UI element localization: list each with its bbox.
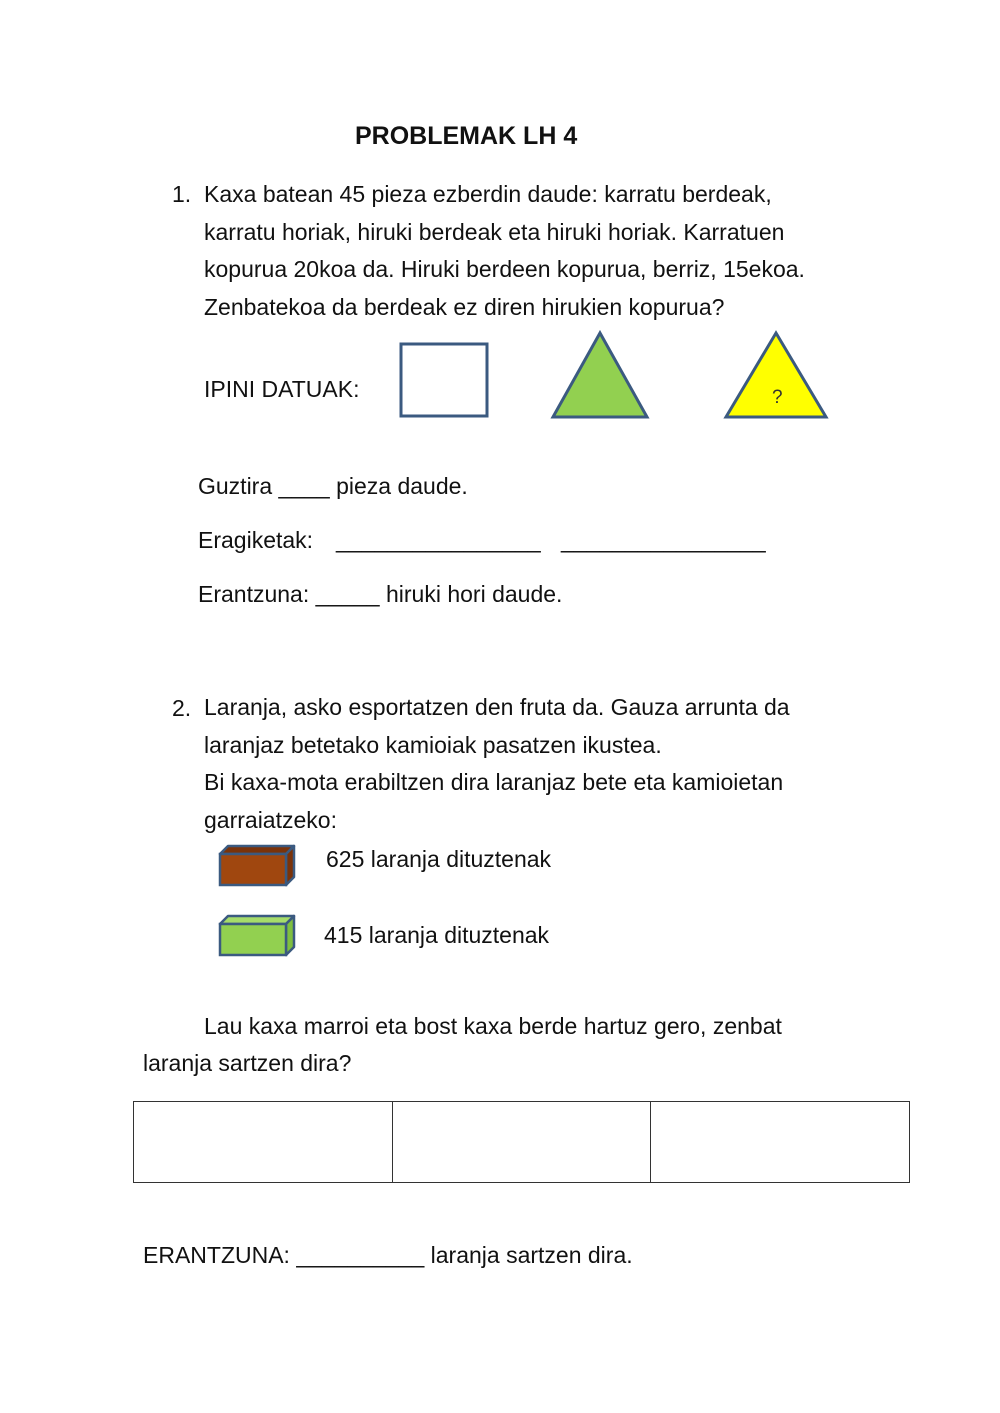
- operation-blank-2: ________________: [561, 527, 766, 553]
- problem-1-line: kopurua 20koa da. Hiruki berdeen kopurua, berriz, 15ekoa.: [204, 256, 805, 283]
- green-box-label: 415 laranja dituztenak: [324, 922, 550, 948]
- question-mark: ?: [772, 387, 783, 408]
- operation-blank-1: ________________: [336, 527, 541, 553]
- page-title: PROBLEMAK LH 4: [355, 122, 578, 150]
- problem-2-line: Laranja, asko esportatzen den fruta da. Gauza arrunta da: [204, 694, 790, 720]
- total-line: Guztira ____ pieza daude.: [198, 473, 468, 499]
- table-cell[interactable]: [134, 1102, 393, 1183]
- problem-1-text: [204, 176, 805, 326]
- table-cell[interactable]: [651, 1102, 910, 1183]
- table-cell[interactable]: [392, 1102, 651, 1183]
- question-line-1: Lau kaxa marroi eta bost kaxa berde hartuz gero, zenbat: [204, 1013, 782, 1039]
- brown-box-icon: [216, 843, 298, 889]
- data-label: IPINI DATUAK:: [204, 376, 360, 402]
- problem-2-line: laranjaz betetako kamioiak pasatzen ikustea.: [204, 731, 662, 758]
- problem-1-line: Zenbatekoa da berdeak ez diren hirukien kopurua?: [204, 293, 725, 320]
- yellow-triangle-shape: [722, 329, 830, 421]
- green-box-icon: [216, 913, 298, 959]
- brown-box-label: 625 laranja dituztenak: [326, 846, 552, 872]
- operations-label: Eragiketak:: [198, 527, 314, 553]
- question-line-2: laranja sartzen dira?: [143, 1050, 352, 1076]
- problem-1-number: 1.: [172, 181, 192, 207]
- answer-line-2: ERANTZUNA: __________ laranja sartzen dira.: [143, 1242, 633, 1268]
- answer-line-1: Erantzuna: _____ hiruki hori daude.: [198, 581, 563, 607]
- problem-2-number: 2.: [172, 695, 192, 721]
- green-triangle-shape: [549, 329, 651, 421]
- problem-1-line: Kaxa batean 45 pieza ezberdin daude: karratu berdeak,: [204, 181, 772, 207]
- square-shape: [398, 341, 492, 419]
- work-table: [133, 1101, 910, 1183]
- problem-2-text: [204, 689, 790, 839]
- table-row: [134, 1102, 910, 1183]
- problem-2-line: garraiatzeko:: [204, 806, 337, 833]
- problem-2-line: Bi kaxa-mota erabiltzen dira laranjaz bete eta kamioietan: [204, 769, 784, 796]
- problem-1-line: karratu horiak, hiruki berdeak eta hiruki horiak. Karratuen: [204, 218, 785, 245]
